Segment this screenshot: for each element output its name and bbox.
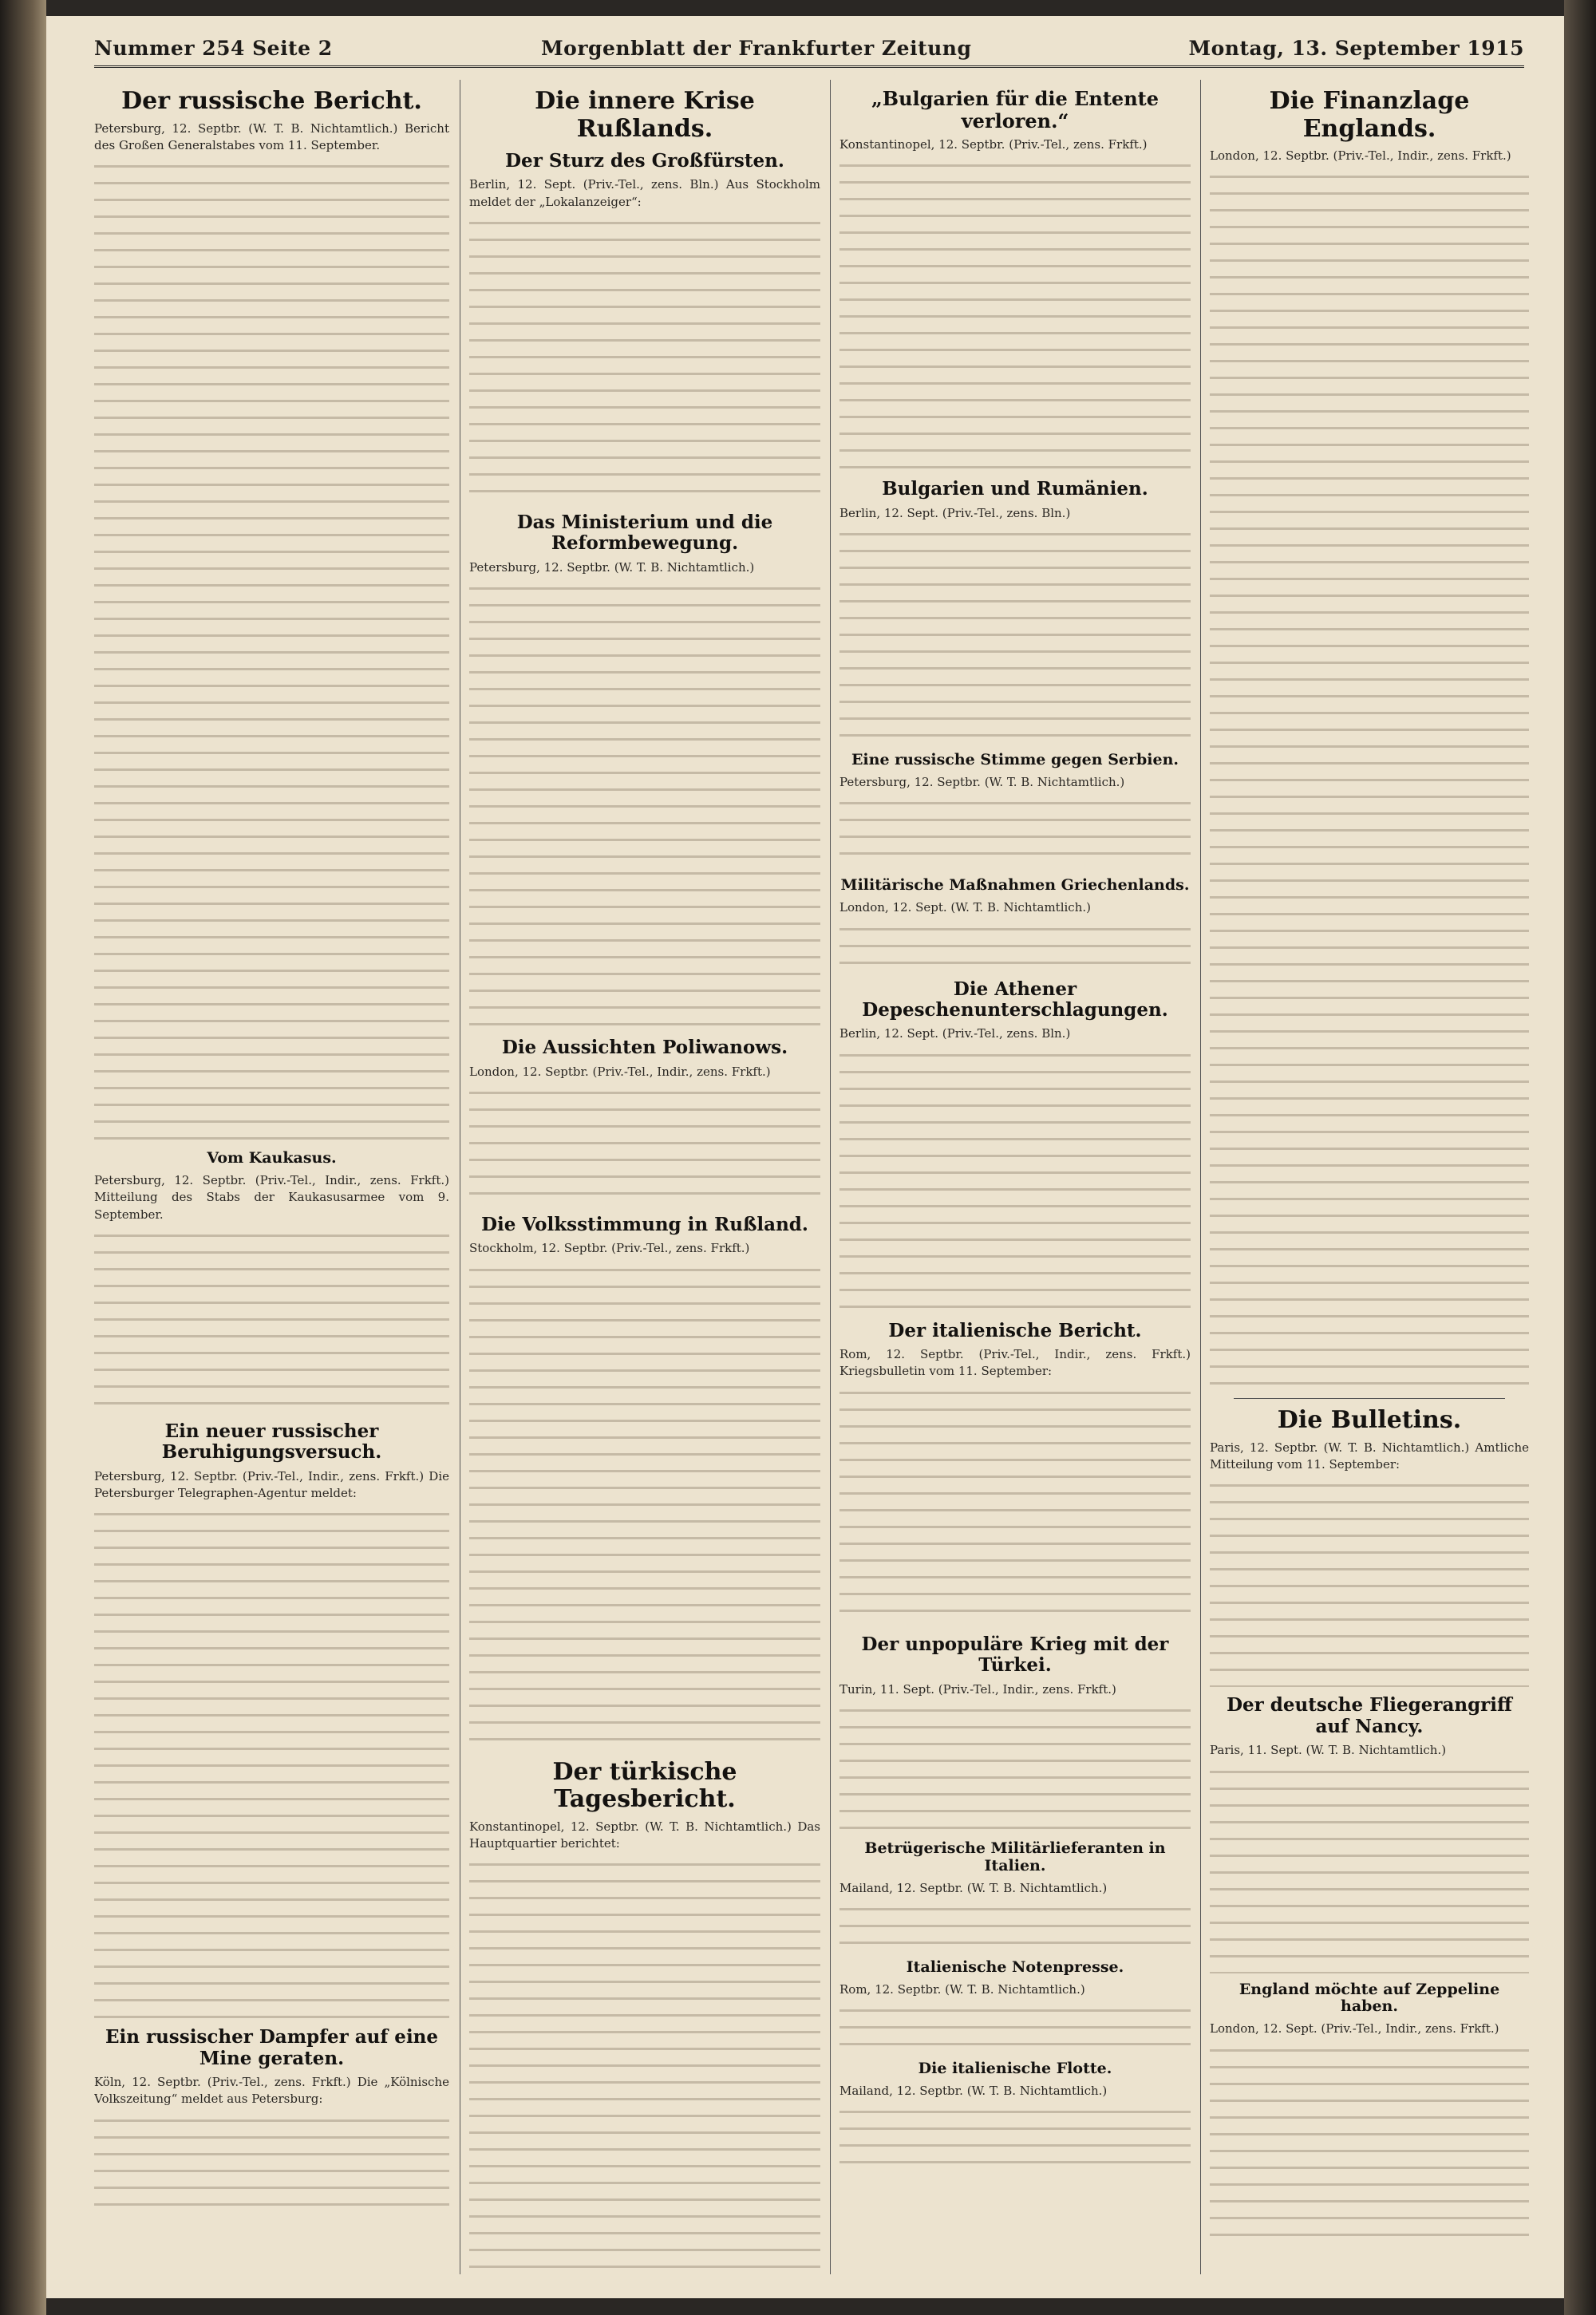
article xyxy=(1210,1407,1529,1687)
article-dateline: Berlin, 12. Sept. (Priv.-Tel., zens. Bln.) xyxy=(839,505,1071,520)
divider xyxy=(1234,1398,1505,1399)
article-title: Militärische Maßnahmen Griechenlands. xyxy=(840,876,1190,895)
article-body xyxy=(94,1508,449,2019)
article-dateline: Berlin, 12. Sept. (Priv.-Tel., zens. Bln.) xyxy=(839,1026,1071,1041)
article-title: Der russische Bericht. xyxy=(121,87,422,115)
article-body xyxy=(94,2115,449,2210)
article xyxy=(839,1840,1191,1951)
column-4 xyxy=(1210,80,1529,2274)
article-title: Italienische Notenpresse. xyxy=(906,1957,1124,1976)
article-title: Der türkische Tagesbericht. xyxy=(552,1757,737,1814)
article-title: Der Sturz des Großfürsten. xyxy=(505,150,784,172)
article-title: Betrügerische Militärlieferanten in Italien. xyxy=(864,1839,1166,1875)
article xyxy=(839,1634,1191,1832)
article-title: Die Aussichten Poliwanows. xyxy=(501,1037,788,1059)
article xyxy=(469,1037,820,1207)
article-body xyxy=(469,1264,820,1751)
article-dateline: Petersburg, 12. Septbr. (W. T. B. Nichtamtlich.) Bericht des Großen Generalstabes vom 11. September. xyxy=(94,120,449,152)
article xyxy=(469,88,820,143)
article-body xyxy=(469,217,820,504)
masthead xyxy=(94,34,1524,68)
column-rule xyxy=(1200,80,1201,2274)
article xyxy=(94,2027,449,2210)
article-dateline: Konstantinopel, 12. Septbr. (W. T. B. Nichtamtlich.) Das Hauptquartier berichtet: xyxy=(469,1819,820,1851)
column-3 xyxy=(839,80,1191,2274)
article-body xyxy=(1210,1479,1529,1687)
article-body xyxy=(469,583,820,1029)
article xyxy=(839,877,1191,970)
article-body xyxy=(1210,1766,1529,1973)
article-title: Die Athener Depeschenunterschlagungen. xyxy=(862,978,1168,1021)
newspaper-page xyxy=(46,16,1564,2298)
issue-date: Montag, 13. September 1915 xyxy=(1188,37,1524,60)
article-dateline: Petersburg, 12. Septbr. (Priv.-Tel., Indir., zens. Frkft.) Die Petersburger Telegraphen-Agentur meldet: xyxy=(94,1468,449,1500)
article xyxy=(94,1421,449,2019)
issue-number: Nummer 254 Seite 2 xyxy=(94,37,333,60)
article xyxy=(1210,88,1529,1392)
article-dateline: Rom, 12. Septbr. (Priv.-Tel., Indir., zens. Frkft.) Kriegsbulletin vom 11. September: xyxy=(839,1347,1191,1379)
article-title: „Bulgarien für die Entente verloren.“ xyxy=(871,87,1159,132)
article xyxy=(469,1215,820,1751)
page-edge xyxy=(1564,0,1596,2315)
article-title: Die innere Krise Rußlands. xyxy=(535,87,755,143)
article-title: Die italienische Flotte. xyxy=(918,2060,1112,2077)
article-dateline: London, 12. Septbr. (Priv.-Tel., Indir., zens. Frkft.) xyxy=(469,1064,771,1079)
article xyxy=(469,151,820,504)
article-title: Vom Kaukasus. xyxy=(207,1149,337,1167)
article-title: Der deutsche Fliegerangriff auf Nancy. xyxy=(1227,1694,1512,1737)
article-body xyxy=(469,1087,820,1207)
column-1 xyxy=(94,80,449,2274)
article xyxy=(1210,1981,1529,2244)
article xyxy=(94,1150,449,1413)
article-body xyxy=(94,1230,449,1413)
article xyxy=(839,88,1191,471)
column-rule xyxy=(830,80,831,2274)
article-dateline: Mailand, 12. Septbr. (W. T. B. Nichtamtlich.) xyxy=(839,1880,1108,1895)
article-dateline: Rom, 12. Septbr. (W. T. B. Nichtamtlich.) xyxy=(839,1981,1085,1997)
article-title: Bulgarien und Rumänien. xyxy=(882,478,1148,500)
article-body xyxy=(1210,2044,1529,2244)
article-title: Ein russischer Dampfer auf eine Mine geraten. xyxy=(105,2026,439,2069)
article-body xyxy=(839,1903,1191,1951)
article-dateline: Köln, 12. Septbr. (Priv.-Tel., zens. Frkft.) Die „Kölnische Volkszeitung“ meldet aus Petersburg: xyxy=(94,2075,449,2107)
article xyxy=(839,1959,1191,2052)
article-dateline: Mailand, 12. Septbr. (W. T. B. Nichtamtlich.) xyxy=(839,2083,1108,2098)
article xyxy=(839,979,1191,1313)
article xyxy=(839,1321,1191,1626)
article-body xyxy=(839,160,1191,471)
article-body xyxy=(839,1705,1191,1832)
article-body xyxy=(839,2005,1191,2052)
article-title: Die Bulletins. xyxy=(1277,1406,1462,1435)
column-2 xyxy=(469,80,820,2274)
article-title: Der unpopuläre Krieg mit der Türkei. xyxy=(861,1633,1169,1677)
article-body xyxy=(839,528,1191,744)
article-dateline: Turin, 11. Sept. (Priv.-Tel., Indir., zens. Frkft.) xyxy=(839,1681,1116,1697)
article-dateline: London, 12. Septbr. (Priv.-Tel., Indir., zens. Frkft.) xyxy=(1210,148,1511,163)
article-dateline: London, 12. Sept. (Priv.-Tel., Indir., zens. Frkft.) xyxy=(1210,2021,1499,2036)
article-dateline: Paris, 11. Sept. (W. T. B. Nichtamtlich.) xyxy=(1210,1743,1447,1758)
article xyxy=(469,1759,820,2274)
article-body xyxy=(94,160,449,1142)
article-body xyxy=(469,1859,820,2274)
article-title: England möchte auf Zeppeline haben. xyxy=(1238,1980,1500,2016)
article-title: Das Ministerium und die Reformbewegung. xyxy=(516,512,773,555)
article-dateline: Berlin, 12. Sept. (Priv.-Tel., zens. Bln.) Aus Stockholm meldet der „Lokalanzeiger“: xyxy=(469,177,820,209)
article-body xyxy=(839,2106,1191,2178)
article xyxy=(839,2060,1191,2178)
article-body xyxy=(839,1049,1191,1313)
article-dateline: London, 12. Sept. (W. T. B. Nichtamtlich.) xyxy=(839,900,1091,915)
article-dateline: Stockholm, 12. Septbr. (Priv.-Tel., zens. Frkft.) xyxy=(469,1241,750,1256)
article-dateline: Petersburg, 12. Septbr. (W. T. B. Nichtamtlich.) xyxy=(469,559,755,575)
article xyxy=(839,752,1191,869)
article xyxy=(1210,1695,1529,1973)
article-dateline: Petersburg, 12. Septbr. (Priv.-Tel., Indir., zens. Frkft.) Mitteilung des Stabs der Kaukasusarmee vom 9. September. xyxy=(94,1172,449,1222)
newspaper-title: Morgenblatt der Frankfurter Zeitung xyxy=(541,37,972,60)
article-body xyxy=(839,1387,1191,1626)
article-body xyxy=(839,797,1191,869)
article-dateline: Konstantinopel, 12. Septbr. (Priv.-Tel., zens. Frkft.) xyxy=(839,137,1148,152)
article-title: Die Volksstimmung in Rußland. xyxy=(481,1213,808,1235)
article-dateline: Paris, 12. Septbr. (W. T. B. Nichtamtlich.) Amtliche Mitteilung vom 11. September: xyxy=(1210,1440,1529,1472)
article xyxy=(839,479,1191,744)
article xyxy=(94,88,449,1142)
article-title: Der italienische Bericht. xyxy=(888,1319,1142,1341)
article-body xyxy=(839,923,1191,971)
article-body xyxy=(1210,171,1529,1392)
article-title: Ein neuer russischer Beruhigungsversuch. xyxy=(161,1420,382,1464)
book-spine xyxy=(0,0,46,2315)
article-title: Die Finanzlage Englands. xyxy=(1269,87,1470,143)
article-dateline: Petersburg, 12. Septbr. (W. T. B. Nichtamtlich.) xyxy=(839,775,1125,790)
article-title: Eine russische Stimme gegen Serbien. xyxy=(851,751,1179,769)
article xyxy=(469,512,820,1029)
